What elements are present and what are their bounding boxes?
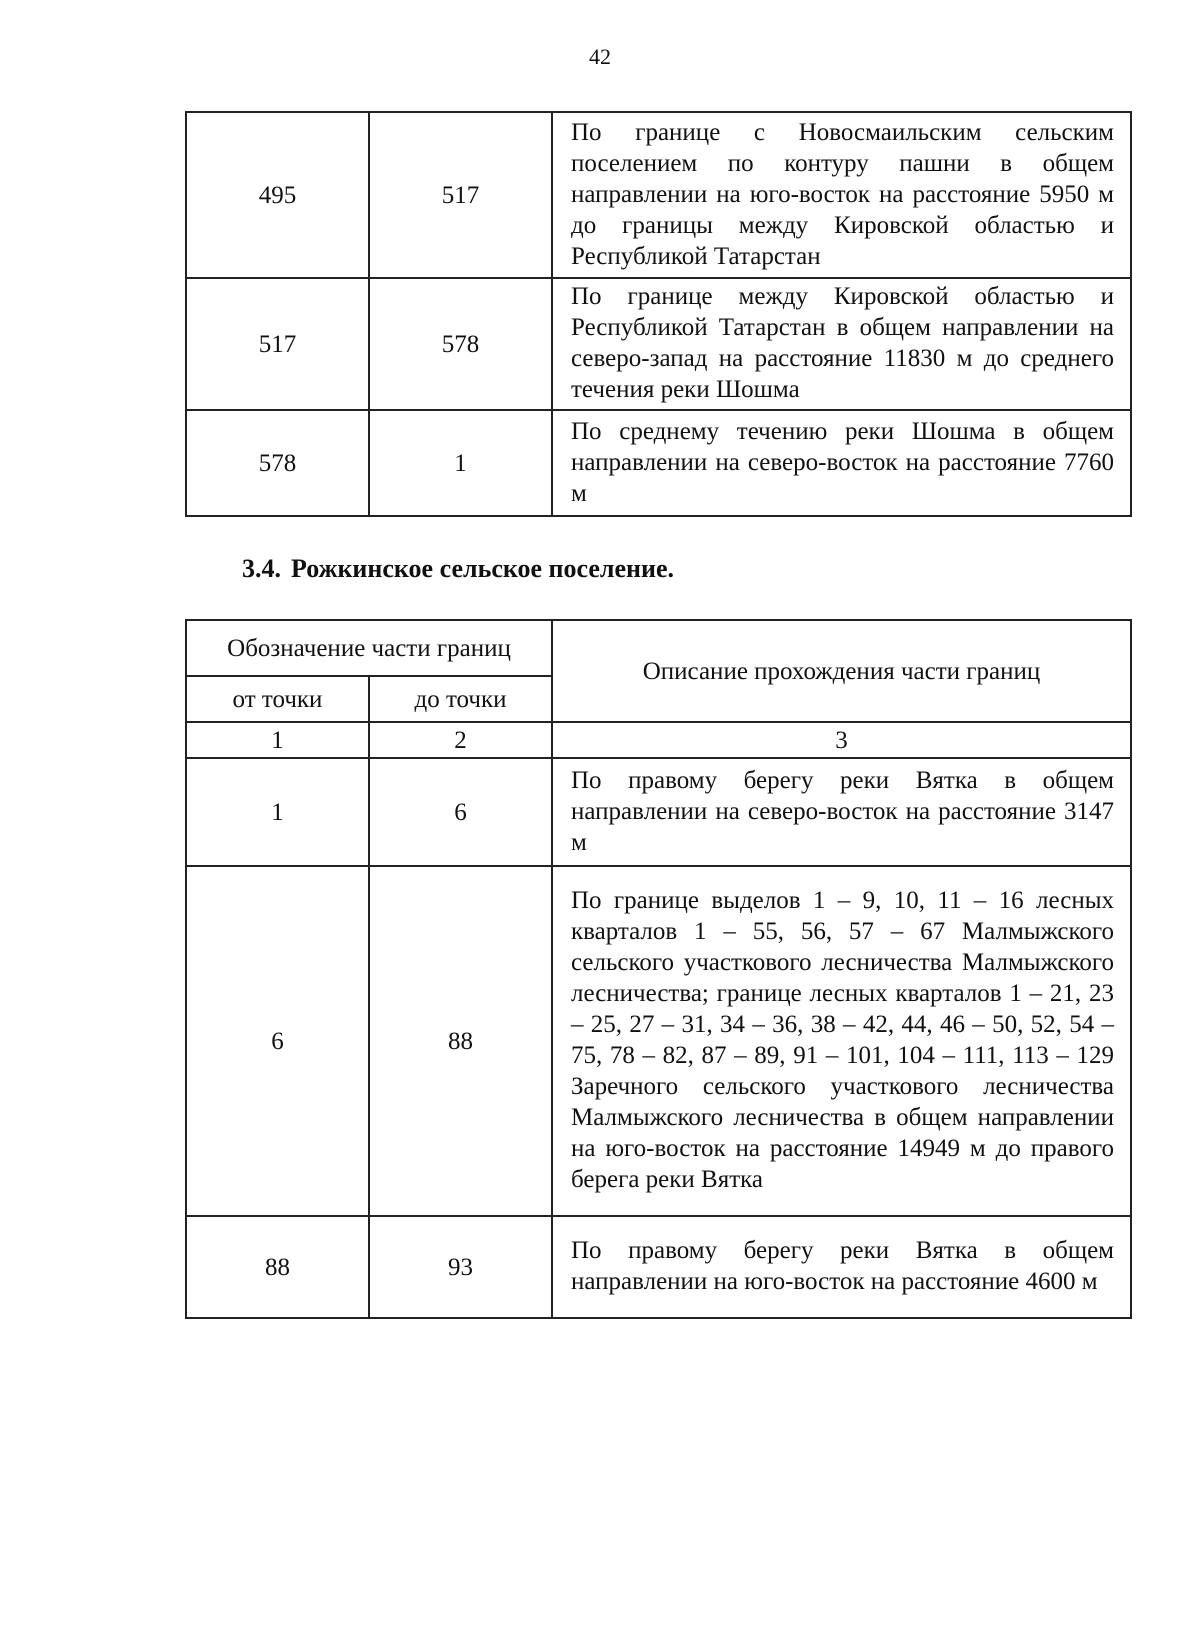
table-row	[186, 278, 1131, 410]
to-point: 88	[369, 866, 552, 1216]
table-row	[186, 410, 1131, 516]
header-row	[186, 620, 1131, 676]
boundary-description: По среднему течению реки Шошма в общем направлении на северо-восток на расстояние 7760 м	[552, 410, 1131, 516]
section-number: 3.4.	[242, 554, 281, 583]
to-point: 1	[369, 410, 552, 516]
table-row	[186, 1216, 1131, 1318]
to-point: 6	[369, 758, 552, 866]
from-point: 517	[186, 278, 369, 410]
column-number: 3	[552, 722, 1131, 758]
table-row	[186, 112, 1131, 278]
boundary-description: По границе с Новосмаильским сельским поселением по контуру пашни в общем направлении на юго-восток на расстояние 5950 м до границы между Кировской областью и Республикой Татарстан	[552, 112, 1131, 278]
boundary-table-continued	[185, 111, 1132, 517]
to-point-header: до точки	[369, 676, 552, 722]
boundary-table	[185, 619, 1132, 1319]
column-number-row	[186, 722, 1131, 758]
from-point-header: от точки	[186, 676, 369, 722]
description-header: Описание прохождения части границ	[552, 620, 1131, 722]
boundary-description: По правому берегу реки Вятка в общем направлении на северо-восток на расстояние 3147 м	[552, 758, 1131, 866]
section-title: Рожкинское сельское поселение.	[291, 554, 675, 583]
from-point: 88	[186, 1216, 369, 1318]
to-point: 93	[369, 1216, 552, 1318]
boundary-description: По границе выделов 1 – 9, 10, 11 – 16 лесных кварталов 1 – 55, 56, 57 – 67 Малмыжского сельского участкового лесничества Малмыжского лесничества; границе лесных кварталов 1 – 21, 23 – 25, 27 – 31, 34 – 36, 38 – 42, 44, 46 – 50, 52, 54 – 75, 78 – 82, 87 – 89, 91 – 101, 104 – 111, 113 – 129 Заречного сельского участкового лесничества Малмыжского лесничества в общем направлении на юго-восток на расстояние 14949 м до правого берега реки Вятка	[552, 866, 1131, 1216]
from-point: 6	[186, 866, 369, 1216]
from-point: 1	[186, 758, 369, 866]
to-point: 578	[369, 278, 552, 410]
boundary-description: По правому берегу реки Вятка в общем направлении на юго-восток на расстояние 4600 м	[552, 1216, 1131, 1318]
section-heading	[242, 554, 674, 584]
from-point: 578	[186, 410, 369, 516]
page-number: 42	[589, 44, 611, 69]
table-row	[186, 866, 1131, 1216]
table-row	[186, 758, 1131, 866]
from-point: 495	[186, 112, 369, 278]
boundary-part-designation-header: Обозначение части границ	[186, 620, 552, 676]
column-number: 2	[369, 722, 552, 758]
boundary-description: По границе между Кировской областью и Республикой Татарстан в общем направлении на северо-запад на расстояние 11830 м до среднего течения реки Шошма	[552, 278, 1131, 410]
column-number: 1	[186, 722, 369, 758]
to-point: 517	[369, 112, 552, 278]
